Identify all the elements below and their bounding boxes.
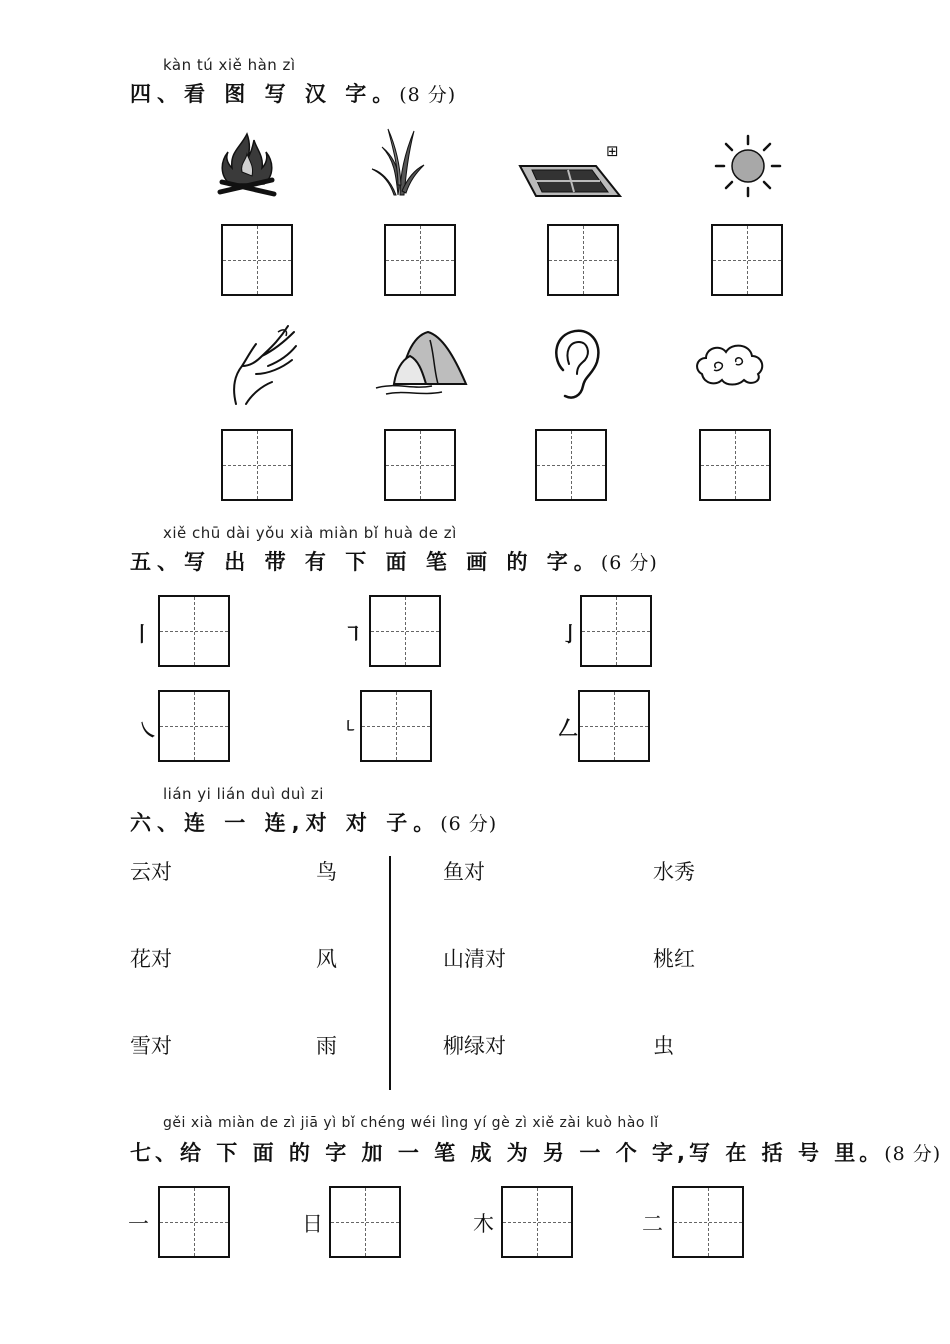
stroke-label: 丨 — [132, 622, 152, 646]
writing-box[interactable] — [547, 224, 619, 296]
section5-pinyin: xiě chū dài yǒu xià miàn bǐ huà de zì — [163, 524, 457, 542]
section6-score: (6 分) — [440, 813, 498, 835]
hand-icon — [228, 322, 300, 406]
match-item[interactable]: 山清对 — [443, 947, 506, 971]
writing-box[interactable] — [580, 595, 652, 667]
match-item[interactable]: 桃红 — [653, 947, 695, 971]
section4-heading — [130, 78, 456, 108]
match-item[interactable]: 柳绿对 — [443, 1034, 506, 1058]
writing-box[interactable] — [711, 224, 783, 296]
section5-score: (6 分) — [600, 552, 658, 574]
writing-box[interactable] — [384, 224, 456, 296]
writing-box[interactable] — [501, 1186, 573, 1258]
writing-box[interactable] — [221, 429, 293, 501]
base-char: 日 — [302, 1212, 323, 1236]
section5-heading — [130, 546, 658, 576]
match-item[interactable]: 雪对 — [130, 1034, 172, 1058]
section7-title: 七、给 下 面 的 字 加 一 笔 成 为 另 一 个 字,写 在 括 号 里。 — [130, 1141, 885, 1165]
writing-box[interactable] — [369, 595, 441, 667]
section7-score: (8 分) — [884, 1143, 942, 1165]
match-item[interactable]: 水秀 — [653, 860, 695, 884]
writing-box[interactable] — [329, 1186, 401, 1258]
section6-pinyin: lián yi lián duì duì zi — [163, 785, 324, 803]
section7-pinyin: gěi xià miàn de zì jiā yì bǐ chéng wéi lìng yí gè zì xiě zài kuò hào lǐ — [163, 1115, 659, 1131]
stroke-label: ㇕ — [343, 622, 363, 646]
section4-pinyin: kàn tú xiě hàn zì — [163, 56, 296, 74]
divider — [389, 856, 391, 1090]
base-char: 木 — [473, 1212, 494, 1236]
base-char: 一 — [128, 1212, 149, 1236]
writing-box[interactable] — [158, 690, 230, 762]
writing-box[interactable] — [384, 429, 456, 501]
field-symbol: ⊞ — [606, 142, 619, 160]
stroke-label: 𠃋 — [558, 716, 578, 740]
base-char: 二 — [642, 1212, 663, 1236]
ear-icon — [549, 326, 603, 402]
match-item[interactable]: 云对 — [130, 860, 172, 884]
section4-score: (8 分) — [399, 84, 457, 106]
writing-box[interactable] — [221, 224, 293, 296]
match-item[interactable]: 风 — [316, 947, 337, 971]
section7-heading — [130, 1137, 941, 1167]
writing-box[interactable] — [578, 690, 650, 762]
writing-box[interactable] — [535, 429, 607, 501]
mountain-icon — [372, 326, 472, 398]
writing-box[interactable] — [360, 690, 432, 762]
writing-box[interactable] — [158, 595, 230, 667]
writing-box[interactable] — [672, 1186, 744, 1258]
section5-title: 五、写 出 带 有 下 面 笔 画 的 字。 — [130, 550, 601, 574]
writing-box[interactable] — [158, 1186, 230, 1258]
section6-heading — [130, 807, 497, 837]
stroke-label: ㇄ — [343, 719, 357, 735]
match-item[interactable]: 鱼对 — [443, 860, 485, 884]
grass-icon — [370, 125, 426, 197]
stroke-label: ㇏ — [138, 718, 158, 742]
match-item[interactable]: 鸟 — [316, 860, 337, 884]
cloud-icon — [692, 340, 766, 386]
match-item[interactable]: 花对 — [130, 947, 172, 971]
match-item[interactable]: 虫 — [653, 1034, 674, 1058]
section4-title: 四、看 图 写 汉 字。 — [130, 82, 400, 106]
writing-box[interactable] — [699, 429, 771, 501]
section6-title: 六、连 一 连,对 对 子。 — [130, 811, 441, 835]
fire-icon — [212, 128, 282, 200]
sun-icon — [712, 134, 784, 198]
match-item[interactable]: 雨 — [316, 1034, 337, 1058]
stroke-label: 亅 — [560, 622, 580, 646]
